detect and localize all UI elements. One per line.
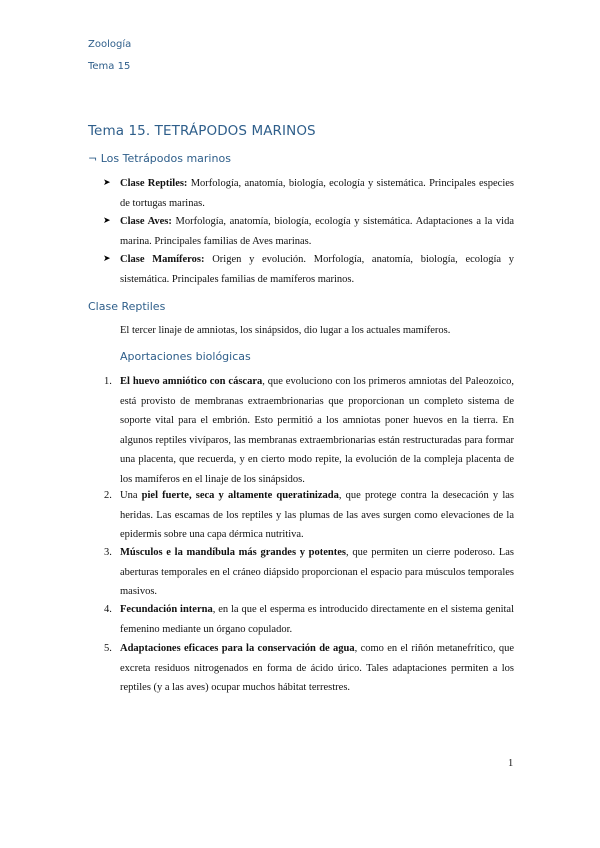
intro-paragraph: El tercer linaje de amniotas, los sinápsidos, dio lugar a los actuales mamíferos.	[120, 325, 451, 336]
item-text: , que evoluciono con los primeros amniotas del Paleozoico, está provisto de membranas extraembrionarias que proporcionan un completo sistema de soporte vital para el embrión. Esto permitió a los amniotas poner huevos en la tierra. En algunos reptiles vivíparos, las membranas extraembrionarias están restructuradas para formar una placenta, que recuerda, y en cierto modo repite, la evolución de la compleja placenta de los mamíferos en el linaje de los sinápsidos.	[120, 376, 514, 485]
numbered-item	[120, 543, 514, 602]
item-bold: Fecundación interna	[120, 604, 213, 615]
section-heading-text: Los Tetrápodos marinos	[100, 152, 231, 165]
item-text: Morfología, anatomía, biología, ecología y sistemática. Adaptaciones a la vida marina. Principales familias de Aves marinas.	[120, 216, 514, 247]
list-item	[120, 212, 514, 251]
numbered-item	[120, 372, 514, 489]
section-marker: ¬	[88, 152, 98, 165]
page-number: 1	[508, 758, 514, 769]
item-text: , en la que el esperma es introducido directamente en el sistema genital femenino mediante un órgano copulador.	[120, 604, 514, 635]
arrow-bullet-icon: ➤	[103, 216, 111, 226]
list-item	[120, 174, 514, 213]
item-bold: piel fuerte, seca y altamente queratinizada	[141, 490, 339, 501]
item-bold: Adaptaciones eficaces para la conservación de agua	[120, 643, 355, 654]
item-text: , que protege contra la desecación y las heridas. Las escamas de los reptiles y las plumas de las aves surgen como elevaciones de la epidermis sobre una capa dérmica nutritiva.	[120, 490, 514, 540]
subheading-aportaciones: Aportaciones biológicas	[120, 350, 251, 363]
header-subject: Zoología	[88, 39, 132, 50]
item-bold: Clase Mamíferos:	[120, 254, 205, 265]
numbered-item	[120, 600, 514, 639]
list-number: 3.	[104, 547, 112, 558]
item-text: , que permiten un cierre poderoso. Las aberturas temporales en el cráneo diápsido proporcionan el espacio para músculos temporales masivos.	[120, 547, 514, 597]
list-number: 5.	[104, 643, 112, 654]
list-item	[120, 250, 514, 289]
section-heading-tetrapodos	[88, 152, 231, 165]
arrow-bullet-icon: ➤	[103, 254, 111, 264]
item-text: , como en el riñón metanefrítico, que excreta residuos nitrogenados en forma de ácido úrico. Tales adaptaciones permiten a los reptiles (y a las aves) ocupar muchos hábitat terrestres.	[120, 643, 514, 693]
item-text: Morfología, anatomía, biología, ecología y sistemática. Principales especies de tortugas marinas.	[120, 178, 514, 209]
item-text: Origen y evolución. Morfología, anatomía, biología, ecología y sistemática. Principales familias de mamíferos marinos.	[120, 254, 514, 285]
item-bold: Clase Reptiles:	[120, 178, 188, 189]
item-bold: Músculos e la mandíbula más grandes y potentes	[120, 547, 347, 558]
item-pre: Una	[120, 490, 142, 501]
item-bold: Clase Aves:	[120, 216, 172, 227]
list-number: 1.	[104, 376, 112, 387]
page-title: Tema 15. TETRÁPODOS MARINOS	[88, 123, 316, 139]
header-topic: Tema 15	[88, 61, 131, 72]
section-heading-reptiles: Clase Reptiles	[88, 300, 166, 313]
item-bold: El huevo amniótico con cáscara	[120, 376, 263, 387]
numbered-item	[120, 639, 514, 698]
list-number: 4.	[104, 604, 112, 615]
arrow-bullet-icon: ➤	[103, 178, 111, 188]
numbered-item	[120, 486, 514, 545]
list-number: 2.	[104, 490, 112, 501]
